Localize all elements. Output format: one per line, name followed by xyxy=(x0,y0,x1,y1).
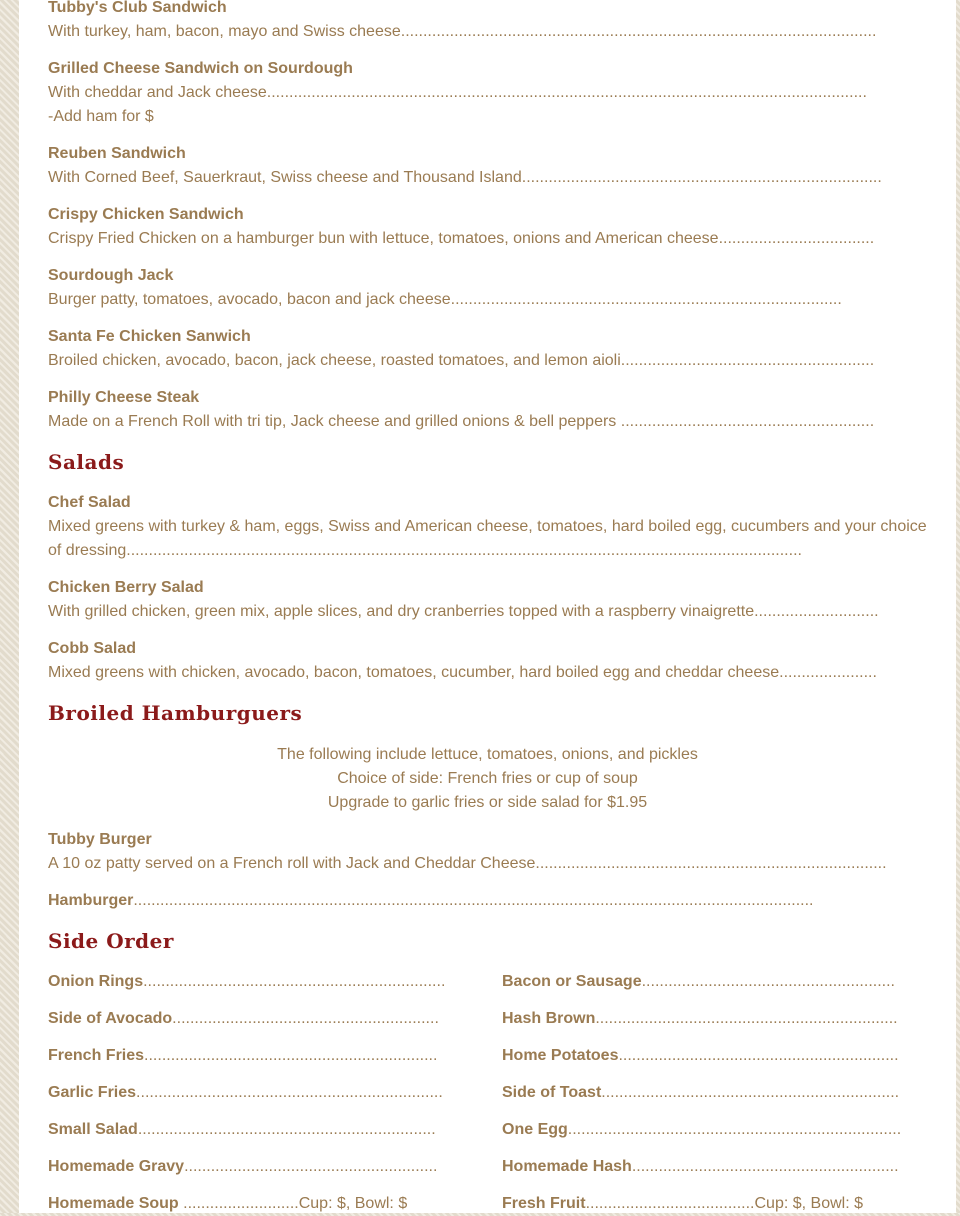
side-item xyxy=(502,970,895,994)
item-name: Hamburger xyxy=(48,892,134,909)
item-description: With turkey, ham, bacon, mayo and Swiss cheese........................................................................................................... xyxy=(48,23,877,40)
item-name: Tubby Burger xyxy=(48,831,152,848)
item-name: Hash Brown xyxy=(502,1010,596,1027)
item-leader-dots: ......................................................... xyxy=(184,1158,438,1175)
item-name: Santa Fe Chicken Sanwich xyxy=(48,328,251,345)
item-name: Bacon or Sausage xyxy=(502,973,642,990)
menu-page xyxy=(19,0,956,1213)
item-name: Onion Rings xyxy=(48,973,144,990)
side-item xyxy=(48,1118,436,1142)
item-leader-dots: ......................................................................................................................................................... xyxy=(133,892,814,909)
side-item xyxy=(48,1007,439,1031)
item-name: French Fries xyxy=(48,1047,145,1064)
item-leader-dots: ............................................................... xyxy=(618,1047,899,1064)
item-name: One Egg xyxy=(502,1121,568,1138)
item-leader-dots: ..................................................................... xyxy=(136,1084,443,1101)
item-description: Crispy Fried Chicken on a hamburger bun with lettuce, tomatoes, onions and American cheese................................... xyxy=(48,230,875,247)
item-name: Philly Cheese Steak xyxy=(48,389,200,406)
item-leader-dots: ............................................................ xyxy=(172,1010,439,1027)
item-name: Small Salad xyxy=(48,1121,138,1138)
item-name: Reuben Sandwich xyxy=(48,145,186,162)
item-description: With Corned Beef, Sauerkraut, Swiss cheese and Thousand Island................................................................................. xyxy=(48,169,882,186)
item-name: Chef Salad xyxy=(48,494,131,511)
item-name: Garlic Fries xyxy=(48,1084,137,1101)
side-item xyxy=(48,1155,437,1179)
item-leader-dots: .................................................................... xyxy=(143,973,446,990)
item-leader-dots: .................................................................... xyxy=(595,1010,898,1027)
item-description: Made on a French Roll with tri tip, Jack cheese and grilled onions & bell peppers ......................................................... xyxy=(48,413,875,430)
side-item xyxy=(48,1081,443,1105)
item-description: Broiled chicken, avocado, bacon, jack cheese, roasted tomatoes, and lemon aioli......................................................... xyxy=(48,352,875,369)
item-name: Side of Toast xyxy=(502,1084,602,1101)
item-name: Homemade Gravy xyxy=(48,1158,185,1175)
side-item xyxy=(48,1044,437,1068)
item-leader-dots: .................................................................. xyxy=(144,1047,438,1064)
item-leader-dots: ..........................Cup: $, Bowl: $ xyxy=(178,1195,408,1212)
item-leader-dots: ............................................................ xyxy=(631,1158,899,1175)
item-leader-dots: ........................................................................... xyxy=(567,1121,902,1138)
side-item xyxy=(502,1007,898,1031)
item-name: Homemade Soup xyxy=(48,1195,179,1212)
item-leader-dots: ................................................................... xyxy=(137,1121,436,1138)
burger-note: Choice of side: French fries or cup of soup xyxy=(337,770,638,787)
item-addon: -Add ham for $ xyxy=(48,108,154,125)
section-heading-salads: Salads xyxy=(48,450,125,474)
side-item xyxy=(502,1081,899,1105)
burger-note: Upgrade to garlic fries or side salad for $1.95 xyxy=(327,794,648,811)
side-item xyxy=(48,970,445,994)
item-leader-dots: ................................................................... xyxy=(601,1084,900,1101)
section-heading-burgers: Broiled Hamburguers xyxy=(48,701,303,725)
item-name: Homemade Hash xyxy=(502,1158,632,1175)
item-description: With grilled chicken, green mix, apple slices, and dry cranberries topped with a raspberry vinaigrette............................ xyxy=(48,603,879,620)
item-leader-dots: ......................................................... xyxy=(641,973,895,990)
burger-note: The following include lettuce, tomatoes, onions, and pickles xyxy=(277,746,698,763)
side-item xyxy=(502,1155,899,1179)
item-name: Tubby's Club Sandwich xyxy=(48,0,227,16)
item-name: Home Potatoes xyxy=(502,1047,619,1064)
side-item xyxy=(502,1118,901,1142)
item-description: A 10 oz patty served on a French roll with Jack and Cheddar Cheese............................................................................... xyxy=(48,855,887,872)
item-line xyxy=(48,889,814,913)
item-name: Grilled Cheese Sandwich on Sourdough xyxy=(48,60,353,77)
item-leader-dots: ......................................Cup: $, Bowl: $ xyxy=(585,1195,863,1212)
item-name: Crispy Chicken Sandwich xyxy=(48,206,244,223)
item-name: Side of Avocado xyxy=(48,1010,173,1027)
item-description: Mixed greens with turkey & ham, eggs, Swiss and American cheese, tomatoes, hard boiled egg, cucumbers and your choice of dressing........................................................................................................................................................ xyxy=(48,518,927,559)
item-description: Mixed greens with chicken, avocado, bacon, tomatoes, cucumber, hard boiled egg and cheddar cheese...................... xyxy=(48,664,877,681)
item-name: Sourdough Jack xyxy=(48,267,174,284)
side-item xyxy=(48,1192,407,1216)
item-name: Cobb Salad xyxy=(48,640,137,657)
item-description: With cheddar and Jack cheese....................................................................................................................................... xyxy=(48,84,867,101)
side-item xyxy=(502,1044,899,1068)
side-item xyxy=(502,1192,863,1216)
section-heading-sides: Side Order xyxy=(48,929,174,953)
item-name: Fresh Fruit xyxy=(502,1195,586,1212)
item-description: Burger patty, tomatoes, avocado, bacon and jack cheese........................................................................................ xyxy=(48,291,842,308)
item-name: Chicken Berry Salad xyxy=(48,579,204,596)
